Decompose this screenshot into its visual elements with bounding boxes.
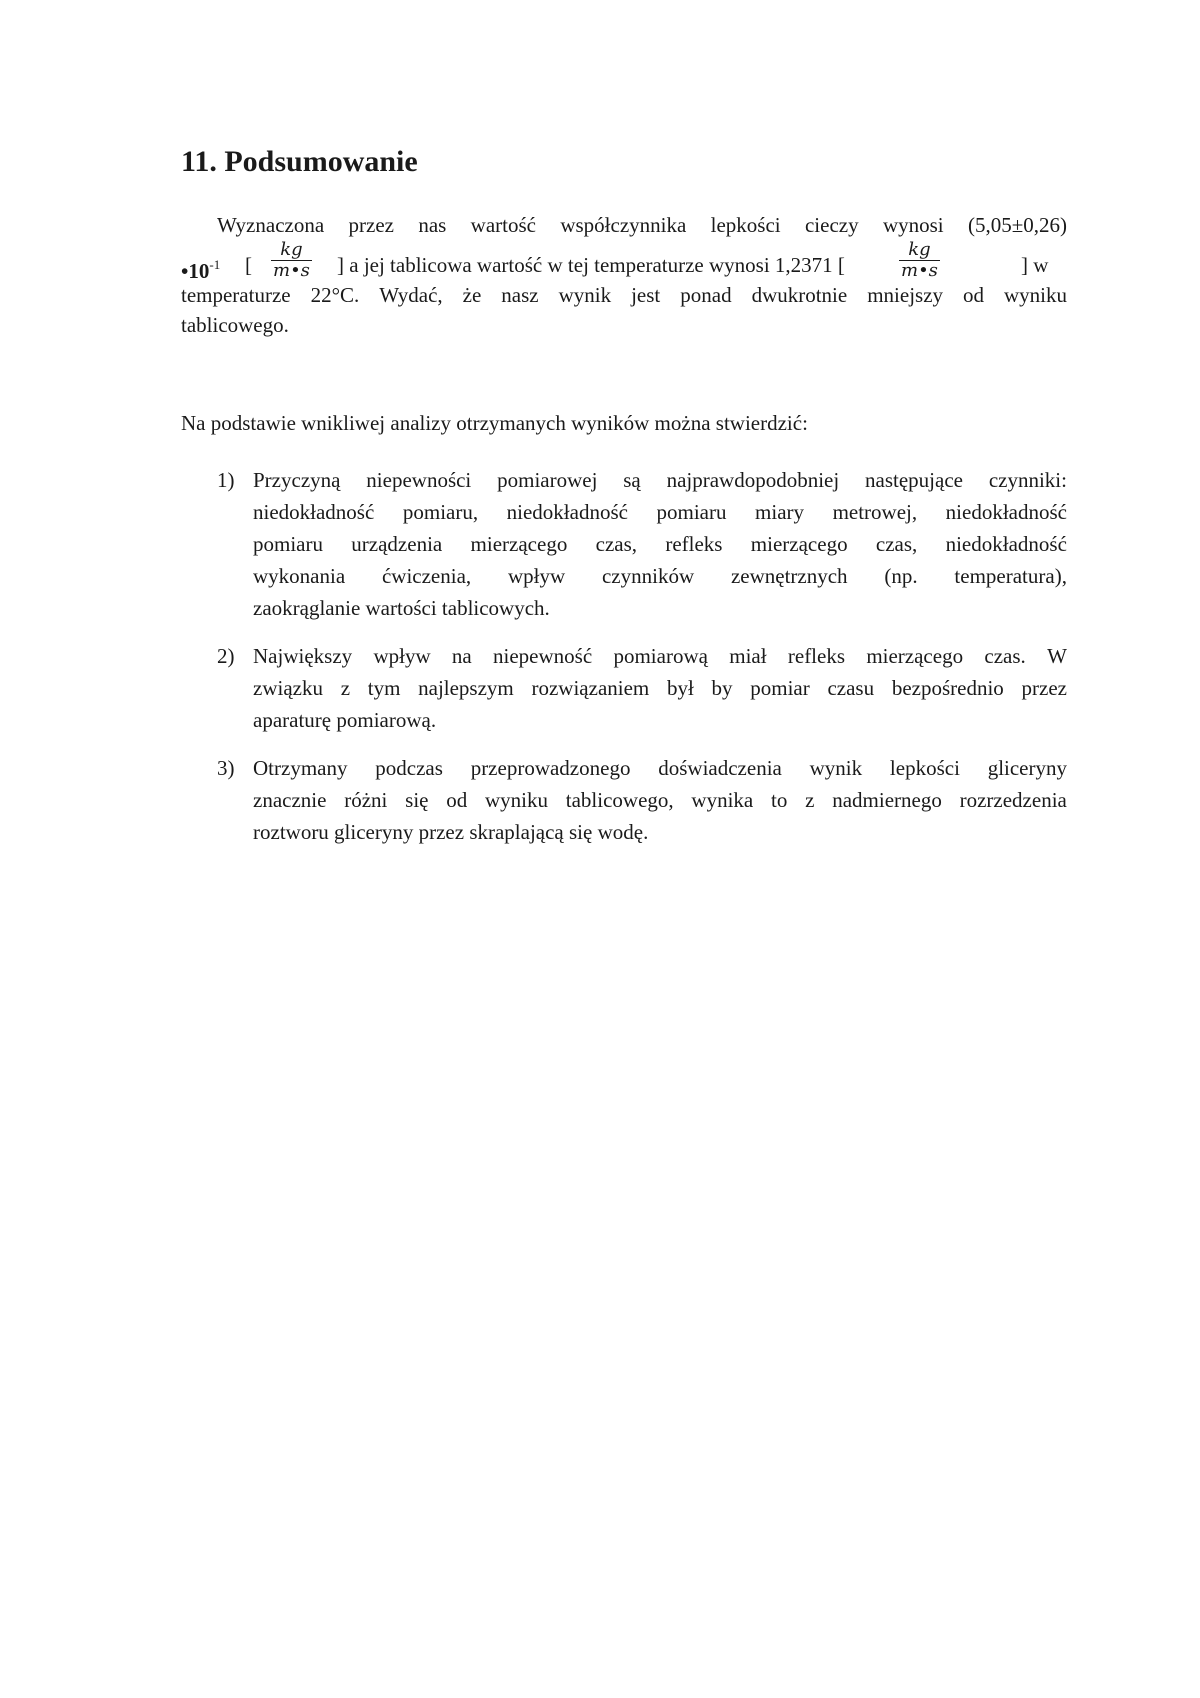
word: się bbox=[405, 788, 429, 812]
word: by bbox=[711, 676, 733, 700]
word: miary bbox=[755, 500, 805, 524]
word: pomiarową bbox=[613, 644, 708, 668]
list-item-line bbox=[253, 640, 1067, 672]
summary-paragraph bbox=[181, 210, 1067, 340]
list-item-number: 2) bbox=[217, 644, 235, 668]
word: wyniku bbox=[485, 788, 548, 812]
summary-line-2 bbox=[181, 239, 1067, 283]
list-item bbox=[181, 464, 1067, 624]
word: pomiar bbox=[750, 676, 810, 700]
word: niepewności bbox=[366, 468, 472, 492]
word: miał bbox=[729, 644, 767, 668]
word: lepkości bbox=[889, 756, 960, 780]
word: lepkości bbox=[710, 213, 781, 237]
word: pomiaru bbox=[656, 500, 727, 524]
word: nasz bbox=[501, 283, 539, 307]
list-item-line-last: aparaturę pomiarową. bbox=[253, 708, 437, 732]
list-item bbox=[181, 640, 1067, 736]
word: dwukrotnie bbox=[751, 283, 848, 307]
word: są bbox=[623, 468, 641, 492]
word: ponad bbox=[680, 283, 732, 307]
word: następujące bbox=[865, 468, 963, 492]
word: przeprowadzonego bbox=[470, 756, 631, 780]
intro-paragraph: Na podstawie wnikliwej analizy otrzymanych wyników można stwierdzić: bbox=[181, 411, 808, 435]
list-item-line bbox=[253, 752, 1067, 784]
list-item-line-last: roztworu gliceryny przez skraplającą się wodę. bbox=[253, 820, 649, 844]
word: najprawdopodobniej bbox=[666, 468, 840, 492]
word: z bbox=[340, 676, 351, 700]
middle-text: ] a jej tablicowa wartość w tej temperaturze wynosi 1,2371 [ bbox=[337, 253, 845, 277]
list-item bbox=[181, 752, 1067, 848]
word: refleks bbox=[665, 532, 723, 556]
unit-denominator-1: m•s bbox=[273, 260, 310, 281]
word: metrowej, bbox=[832, 500, 918, 524]
bracket-open-1: [ bbox=[245, 253, 252, 277]
unit-numerator-2: kg bbox=[899, 240, 940, 261]
word: pomiaru bbox=[253, 532, 323, 556]
word: rozwiązaniem bbox=[531, 676, 650, 700]
word: ćwiczenia, bbox=[381, 564, 472, 588]
word: Wyznaczona bbox=[217, 213, 325, 237]
word: rozrzedzenia bbox=[959, 788, 1067, 812]
word: podczas bbox=[375, 756, 443, 780]
word: mierzącego bbox=[750, 532, 848, 556]
word: czasu bbox=[827, 676, 875, 700]
word: czas, bbox=[875, 532, 918, 556]
word: przez bbox=[1021, 676, 1067, 700]
unit-numerator-1: kg bbox=[271, 240, 312, 261]
word: od bbox=[446, 788, 468, 812]
word: refleks bbox=[787, 644, 846, 668]
word: wpływ bbox=[373, 644, 431, 668]
word: wyniku bbox=[1004, 283, 1067, 307]
word: 22°C. bbox=[310, 283, 360, 307]
unit-fraction-2 bbox=[899, 240, 940, 281]
list-item-line bbox=[253, 528, 1067, 560]
word: wartość bbox=[470, 213, 536, 237]
word: czynników bbox=[601, 564, 695, 588]
word: gliceryny bbox=[987, 756, 1067, 780]
list-item-line bbox=[253, 560, 1067, 592]
word: W bbox=[1047, 644, 1067, 668]
word: wpływ bbox=[507, 564, 566, 588]
word: Wydać, bbox=[379, 283, 443, 307]
word: wynika bbox=[691, 788, 754, 812]
word: niepewność bbox=[493, 644, 593, 668]
word: niedokładność bbox=[945, 532, 1067, 556]
word: przez bbox=[348, 213, 394, 237]
exponent: -1 bbox=[209, 257, 221, 272]
word: nadmiernego bbox=[832, 788, 942, 812]
word: różni bbox=[344, 788, 388, 812]
word: czas. bbox=[984, 644, 1026, 668]
summary-line-1 bbox=[181, 210, 1067, 240]
end-text: ] w bbox=[1021, 253, 1049, 277]
word: Największy bbox=[253, 644, 353, 668]
word: niedokładność bbox=[945, 500, 1067, 524]
word: tym bbox=[367, 676, 401, 700]
word: wykonania bbox=[253, 564, 346, 588]
word: był bbox=[666, 676, 694, 700]
conclusions-list bbox=[181, 464, 1067, 864]
word: wynik bbox=[558, 283, 612, 307]
word: pomiaru, bbox=[402, 500, 479, 524]
word: tablicowego, bbox=[565, 788, 674, 812]
word: (np. bbox=[884, 564, 918, 588]
word: temperaturze bbox=[181, 283, 291, 307]
list-item-number: 3) bbox=[217, 756, 235, 780]
word: niedokładność bbox=[506, 500, 628, 524]
unit-fraction-1 bbox=[271, 240, 312, 281]
word: nas bbox=[418, 213, 447, 237]
section-heading: 11. Podsumowanie bbox=[181, 145, 418, 178]
word: doświadczenia bbox=[658, 756, 782, 780]
word: jest bbox=[631, 283, 661, 307]
word: wynik bbox=[809, 756, 863, 780]
word: współczynnika bbox=[560, 213, 687, 237]
word: niedokładność bbox=[253, 500, 375, 524]
word: Przyczyną bbox=[253, 468, 341, 492]
word: na bbox=[451, 644, 472, 668]
word: znacznie bbox=[253, 788, 327, 812]
word: temperatura), bbox=[954, 564, 1067, 588]
multiplier: $•10^{-1}$ bbox=[181, 257, 221, 283]
word: to bbox=[771, 788, 788, 812]
summary-line-4: tablicowego. bbox=[181, 313, 289, 337]
word: że bbox=[462, 283, 482, 307]
list-item-line bbox=[253, 496, 1067, 528]
word: Otrzymany bbox=[253, 756, 348, 780]
word: związku bbox=[253, 676, 323, 700]
word: (5,05±0,26) bbox=[967, 213, 1067, 237]
list-item-line bbox=[253, 784, 1067, 816]
word: z bbox=[805, 788, 815, 812]
word: urządzenia bbox=[351, 532, 443, 556]
word: czynniki: bbox=[988, 468, 1067, 492]
word: czas, bbox=[595, 532, 638, 556]
word: najlepszym bbox=[418, 676, 514, 700]
word: pomiarowej bbox=[497, 468, 598, 492]
word: zewnętrznych bbox=[730, 564, 848, 588]
summary-line-3 bbox=[181, 280, 1067, 310]
word: wynosi bbox=[882, 213, 944, 237]
word: mniejszy bbox=[867, 283, 944, 307]
word: od bbox=[963, 283, 985, 307]
list-item-line-last: zaokrąglanie wartości tablicowych. bbox=[253, 596, 550, 620]
word: mierzącego bbox=[470, 532, 568, 556]
word: mierzącego bbox=[866, 644, 964, 668]
word: bezpośrednio bbox=[891, 676, 1004, 700]
unit-denominator-2: m•s bbox=[901, 260, 938, 281]
list-item-line bbox=[253, 672, 1067, 704]
list-item-line bbox=[253, 464, 1067, 496]
list-item-number: 1) bbox=[217, 468, 235, 492]
word: cieczy bbox=[804, 213, 859, 237]
